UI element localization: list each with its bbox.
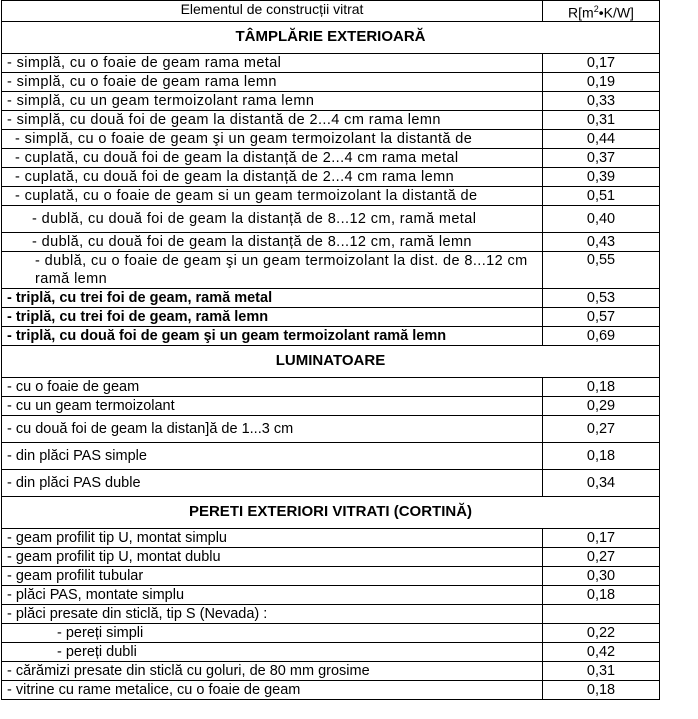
row-value: 0,31	[543, 110, 660, 129]
row-value	[543, 604, 660, 623]
row-label: - cărămizi presate din sticlă cu goluri, de 80 mm grosime	[2, 661, 543, 680]
row-label: - dublă, cu două foi de geam la distanță de 8...12 cm, ramă metal	[2, 205, 543, 232]
section-header-row	[2, 496, 660, 528]
table-row	[2, 469, 660, 496]
table-row	[2, 442, 660, 469]
column-header-element: Elementul de construcții vitrat	[2, 1, 543, 22]
row-value: 0,34	[543, 469, 660, 496]
row-label: - cu două foi de geam la distan]ă de 1...3 cm	[2, 415, 543, 442]
row-label: - din plăci PAS simple	[2, 442, 543, 469]
row-value: 0,43	[543, 232, 660, 251]
row-label: - pereți dubli	[2, 642, 543, 661]
table-row	[2, 232, 660, 251]
table-row	[2, 585, 660, 604]
row-value: 0,55	[543, 251, 660, 288]
row-value: 0,53	[543, 288, 660, 307]
table-row	[2, 148, 660, 167]
row-label: - cu o foaie de geam	[2, 377, 543, 396]
table-row	[2, 91, 660, 110]
table-row	[2, 110, 660, 129]
table-row	[2, 415, 660, 442]
row-label: - geam profilit tubular	[2, 566, 543, 585]
table-row	[2, 288, 660, 307]
section-header-row	[2, 21, 660, 53]
row-label: - simplă, cu un geam termoizolant rama lemn	[2, 91, 543, 110]
table-row	[2, 566, 660, 585]
table-row	[2, 167, 660, 186]
row-label: - triplă, cu trei foi de geam, ramă lemn	[2, 307, 543, 326]
row-value: 0,33	[543, 91, 660, 110]
table-row	[2, 623, 660, 642]
row-label: - dublă, cu o foaie de geam şi un geam termoizolant la dist. de 8...12 cm ramă lemn	[2, 251, 543, 288]
row-label: - cuplată, cu o foaie de geam si un geam termoizolant la distantă de	[2, 186, 543, 205]
row-value: 0,69	[543, 326, 660, 345]
table-row	[2, 307, 660, 326]
row-value: 0,17	[543, 53, 660, 72]
row-value: 0,27	[543, 547, 660, 566]
row-value: 0,18	[543, 442, 660, 469]
row-value: 0,30	[543, 566, 660, 585]
table-row	[2, 53, 660, 72]
row-value: 0,31	[543, 661, 660, 680]
table-row	[2, 326, 660, 345]
row-label: - triplă, cu două foi de geam şi un geam termoizolant ramă lemn	[2, 326, 543, 345]
row-value: 0,29	[543, 396, 660, 415]
row-label: - cu un geam termoizolant	[2, 396, 543, 415]
row-label: - simplă, cu două foi de geam la distantă de 2...4 cm rama lemn	[2, 110, 543, 129]
row-value: 0,57	[543, 307, 660, 326]
row-value: 0,18	[543, 585, 660, 604]
row-label: - plăci PAS, montate simplu	[2, 585, 543, 604]
row-label: - geam profilit tip U, montat dublu	[2, 547, 543, 566]
table-row	[2, 129, 660, 148]
row-value: 0,39	[543, 167, 660, 186]
row-value: 0,18	[543, 377, 660, 396]
table-row	[2, 396, 660, 415]
table-row	[2, 377, 660, 396]
row-label: - plăci presate din sticlă, tip S (Nevada) :	[2, 604, 543, 623]
row-label: - cuplată, cu două foi de geam la distanță de 2...4 cm rama lemn	[2, 167, 543, 186]
row-value: 0,17	[543, 528, 660, 547]
section-header-row	[2, 345, 660, 377]
section-title: PERETI EXTERIORI VITRATI (CORTINĂ)	[2, 496, 660, 528]
table-row	[2, 72, 660, 91]
row-label: - simplă, cu o foaie de geam rama lemn	[2, 72, 543, 91]
table-row	[2, 251, 660, 288]
table-row	[2, 186, 660, 205]
row-label: - cuplată, cu două foi de geam la distanță de 2...4 cm rama metal	[2, 148, 543, 167]
row-label: - simplă, cu o foaie de geam rama metal	[2, 53, 543, 72]
table-row	[2, 604, 660, 623]
row-value: 0,22	[543, 623, 660, 642]
table-row	[2, 205, 660, 232]
row-label: - dublă, cu două foi de geam la distanță de 8...12 cm, ramă lemn	[2, 232, 543, 251]
row-value: 0,44	[543, 129, 660, 148]
table-row	[2, 642, 660, 661]
table-row	[2, 528, 660, 547]
table-row	[2, 680, 660, 699]
row-label: - pereți simpli	[2, 623, 543, 642]
row-value: 0,27	[543, 415, 660, 442]
row-value: 0,18	[543, 680, 660, 699]
row-value: 0,42	[543, 642, 660, 661]
column-header-r: $R[m^2•K/W]$	[543, 1, 660, 22]
row-label: - geam profilit tip U, montat simplu	[2, 528, 543, 547]
table-row	[2, 547, 660, 566]
row-value: 0,40	[543, 205, 660, 232]
row-value: 0,37	[543, 148, 660, 167]
row-label: - din plăci PAS duble	[2, 469, 543, 496]
table-header-row	[2, 1, 660, 22]
thermal-resistance-table	[1, 0, 660, 700]
row-label: - triplă, cu trei foi de geam, ramă metal	[2, 288, 543, 307]
section-title: LUMINATOARE	[2, 345, 660, 377]
section-title: TÂMPLĂRIE EXTERIOARĂ	[2, 21, 660, 53]
row-label: - simplă, cu o foaie de geam şi un geam termoizolant la distantă de	[2, 129, 543, 148]
row-value: 0,51	[543, 186, 660, 205]
table-row	[2, 661, 660, 680]
row-value: 0,19	[543, 72, 660, 91]
row-label: - vitrine cu rame metalice, cu o foaie de geam	[2, 680, 543, 699]
